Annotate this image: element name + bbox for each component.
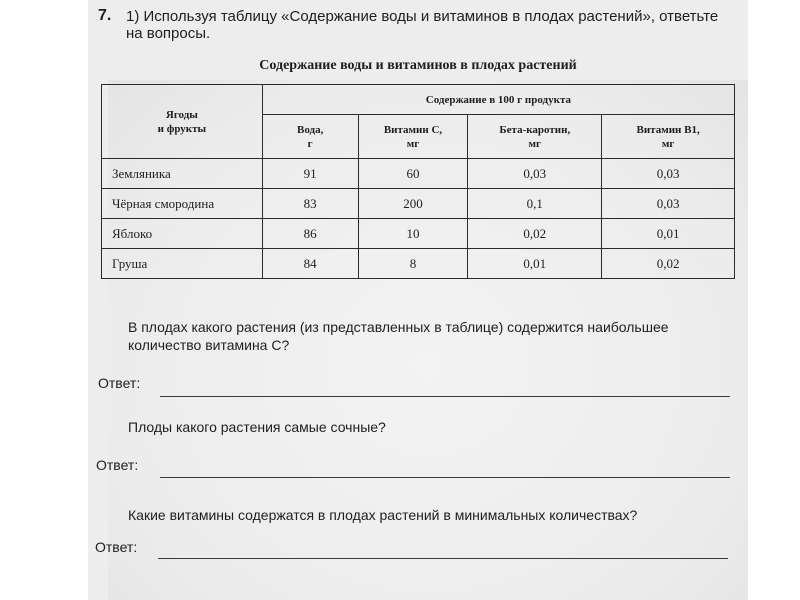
cell-vitamin-b1: 0,03 bbox=[602, 189, 735, 219]
cell-vitamin-c: 60 bbox=[358, 159, 468, 189]
answer-label-1: Ответ: bbox=[98, 375, 141, 391]
task-number: 7. bbox=[98, 7, 112, 24]
question-3: Какие витамины содержатся в плодах растений в минимальных количествах? bbox=[128, 507, 638, 523]
cell-vitamin-b1: 0,02 bbox=[602, 249, 735, 279]
cell-name: Яблоко bbox=[102, 219, 263, 249]
header-fruits: Ягоды и фрукты bbox=[102, 85, 263, 159]
cell-water: 86 bbox=[262, 219, 358, 249]
table-row bbox=[102, 249, 735, 279]
cell-vitamin-c: 8 bbox=[358, 249, 468, 279]
cell-beta-carotene: 0,1 bbox=[468, 189, 602, 219]
cell-water: 83 bbox=[262, 189, 358, 219]
cell-beta-carotene: 0,01 bbox=[468, 249, 602, 279]
cell-vitamin-b1: 0,01 bbox=[602, 219, 735, 249]
cell-name: Земляника bbox=[102, 159, 263, 189]
table-row bbox=[102, 219, 735, 249]
cell-beta-carotene: 0,02 bbox=[468, 219, 602, 249]
cell-name: Чёрная смородина bbox=[102, 189, 263, 219]
question-2: Плоды какого растения самые сочные? bbox=[128, 419, 386, 435]
answer-line-3[interactable] bbox=[158, 558, 728, 559]
vitamin-table bbox=[101, 84, 735, 279]
answer-line-1[interactable] bbox=[160, 396, 730, 397]
question-1: В плодах какого растения (из представленных в таблице) содержится наибольшее количество витамина С? bbox=[128, 319, 669, 353]
table-row bbox=[102, 189, 735, 219]
header-water: Вода, г bbox=[262, 115, 358, 159]
cell-vitamin-b1: 0,03 bbox=[602, 159, 735, 189]
header-vitamin-c: Витамин С, мг bbox=[358, 115, 468, 159]
answer-label-3: Ответ: bbox=[95, 539, 138, 555]
header-beta-carotene: Бета-каротин, мг bbox=[468, 115, 602, 159]
header-content-group: Содержание в 100 г продукта bbox=[262, 85, 734, 115]
table-row bbox=[102, 159, 735, 189]
task-instruction: 1) Используя таблицу «Содержание воды и витаминов в плодах растений», ответьте на вопросы. bbox=[126, 8, 719, 42]
header-vitamin-b1: Витамин В1, мг bbox=[602, 115, 735, 159]
cell-vitamin-c: 10 bbox=[358, 219, 468, 249]
answer-label-2: Ответ: bbox=[96, 457, 139, 473]
cell-water: 91 bbox=[262, 159, 358, 189]
cell-water: 84 bbox=[262, 249, 358, 279]
table-title: Содержание воды и витаминов в плодах растений bbox=[259, 58, 577, 73]
answer-line-2[interactable] bbox=[160, 477, 730, 478]
cell-vitamin-c: 200 bbox=[358, 189, 468, 219]
cell-beta-carotene: 0,03 bbox=[468, 159, 602, 189]
cell-name: Груша bbox=[102, 249, 263, 279]
